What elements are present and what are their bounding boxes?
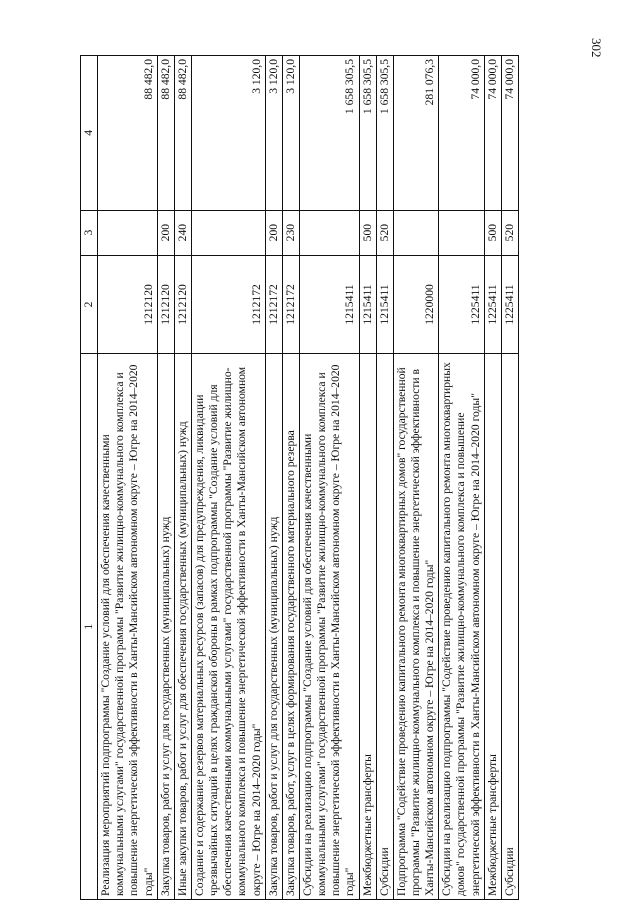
row-expense-type-cell: 520 <box>501 210 518 255</box>
row-code-cell: 1212120 <box>157 255 174 354</box>
row-expense-type-cell: 240 <box>174 210 191 255</box>
row-name-cell: Межбюджетные трансферты <box>359 354 376 900</box>
row-expense-type-cell: 200 <box>265 210 282 255</box>
row-code-cell: 1225411 <box>484 255 501 354</box>
table-row <box>299 56 359 900</box>
row-sum-cell: 1 658 305,5 <box>376 56 393 211</box>
table-row <box>157 56 174 900</box>
row-sum-cell: 3 120,0 <box>191 56 265 211</box>
column-header-4: 4 <box>81 56 98 211</box>
row-sum-cell: 88 482,0 <box>157 56 174 211</box>
row-code-cell: 1225411 <box>439 255 484 354</box>
row-sum-cell: 74 000,0 <box>501 56 518 211</box>
table-row <box>282 56 299 900</box>
row-sum-cell: 74 000,0 <box>439 56 484 211</box>
row-sum-cell: 1 658 305,5 <box>299 56 359 211</box>
row-sum-cell: 88 482,0 <box>98 56 158 211</box>
row-code-cell: 1225411 <box>501 255 518 354</box>
row-expense-type-cell: 500 <box>484 210 501 255</box>
row-code-cell: 1212172 <box>282 255 299 354</box>
row-sum-cell: 3 120,0 <box>282 56 299 211</box>
column-header-3: 3 <box>81 210 98 255</box>
row-name-cell: Иные закупки товаров, работ и услуг для обеспечения государственных (муниципальных) нужд <box>174 354 191 900</box>
row-code-cell: 1212172 <box>265 255 282 354</box>
table-row <box>265 56 282 900</box>
row-code-cell: 1215411 <box>299 255 359 354</box>
row-sum-cell: 1 658 305,5 <box>359 56 376 211</box>
row-name-cell: Субсидии <box>501 354 518 900</box>
table-body <box>98 56 519 900</box>
budget-table <box>80 55 519 900</box>
table-row <box>98 56 158 900</box>
row-expense-type-cell: 520 <box>376 210 393 255</box>
row-name-cell: Межбюджетные трансферты <box>484 354 501 900</box>
row-name-cell: Закупка товаров, работ и услуг для государственных (муниципальных) нужд <box>157 354 174 900</box>
row-expense-type-cell: 230 <box>282 210 299 255</box>
row-code-cell: 1212120 <box>174 255 191 354</box>
row-sum-cell: 281 076,3 <box>393 56 438 211</box>
table-row <box>191 56 265 900</box>
row-code-cell: 1220000 <box>393 255 438 354</box>
page-number: 302 <box>589 38 604 58</box>
table-row <box>393 56 438 900</box>
row-name-cell: Подпрограмма "Содействие проведению капитального ремонта многоквартирных домов" государственной программы "Развитие жилищно-коммунального комплекса и повышение энергетической эффективности в Ханты-Мансийском автономном округе – Югре на 2014–2020 годы" <box>393 354 438 900</box>
row-expense-type-cell <box>439 210 484 255</box>
row-name-cell: Реализация мероприятий подпрограммы "Создание условий для обеспечения качественными коммунальными услугами" государственной программы "Развитие жилищно-коммунального комплекса и повышение энергетической эффективности в Ханты-Мансийском автономном округе – Югре на 2014–2020 годы" <box>98 354 158 900</box>
column-header-1: 1 <box>81 354 98 900</box>
row-name-cell: Субсидии <box>376 354 393 900</box>
row-code-cell: 1215411 <box>376 255 393 354</box>
row-name-cell: Создание и содержание резервов материальных ресурсов (запасов) для предупреждения, ликвидации чрезвычайных ситуаций в целях гражданской обороны в рамках подпрограммы "Создание условий для обеспечения качественными коммунальными услугами" государственной программы "Развитие жилищно-коммунального комплекса и повышение энергетической эффективности в Ханты-Мансийском автономном округе – Югре на 2014–2020 годы" <box>191 354 265 900</box>
row-code-cell: 1212120 <box>98 255 158 354</box>
row-sum-cell: 3 120,0 <box>265 56 282 211</box>
row-code-cell: 1212172 <box>191 255 265 354</box>
row-name-cell: Закупка товаров, работ, услуг в целях формирования государственного материального резерва <box>282 354 299 900</box>
column-header-2: 2 <box>81 255 98 354</box>
row-expense-type-cell <box>98 210 158 255</box>
table-row <box>376 56 393 900</box>
row-name-cell: Субсидии на реализацию подпрограммы "Создание условий для обеспечения качественными коммунальными услугами" государственной программы "Развитие жилищно-коммунального комплекса и повышение энергетической эффективности в Ханты-Мансийском автономном округе – Югре на 2014–2020 годы" <box>299 354 359 900</box>
table-row <box>359 56 376 900</box>
table-row <box>501 56 518 900</box>
table-row <box>174 56 191 900</box>
table-row <box>484 56 501 900</box>
row-expense-type-cell <box>299 210 359 255</box>
row-expense-type-cell: 500 <box>359 210 376 255</box>
row-code-cell: 1215411 <box>359 255 376 354</box>
row-sum-cell: 74 000,0 <box>484 56 501 211</box>
row-name-cell: Субсидии на реализацию подпрограммы "Содействие проведению капитального ремонта многоквартирных домов" государственной программы "Развитие жилищно-коммунального комплекса и повышение энергетической эффективности в Ханты-Мансийском автономном округе – Югре на 2014–2020 годы" <box>439 354 484 900</box>
table-header-row <box>81 56 98 900</box>
row-expense-type-cell <box>393 210 438 255</box>
row-name-cell: Закупка товаров, работ и услуг для государственных (муниципальных) нужд <box>265 354 282 900</box>
row-sum-cell: 88 482,0 <box>174 56 191 211</box>
rotated-page <box>80 55 542 900</box>
table-row <box>439 56 484 900</box>
row-expense-type-cell <box>191 210 265 255</box>
row-expense-type-cell: 200 <box>157 210 174 255</box>
